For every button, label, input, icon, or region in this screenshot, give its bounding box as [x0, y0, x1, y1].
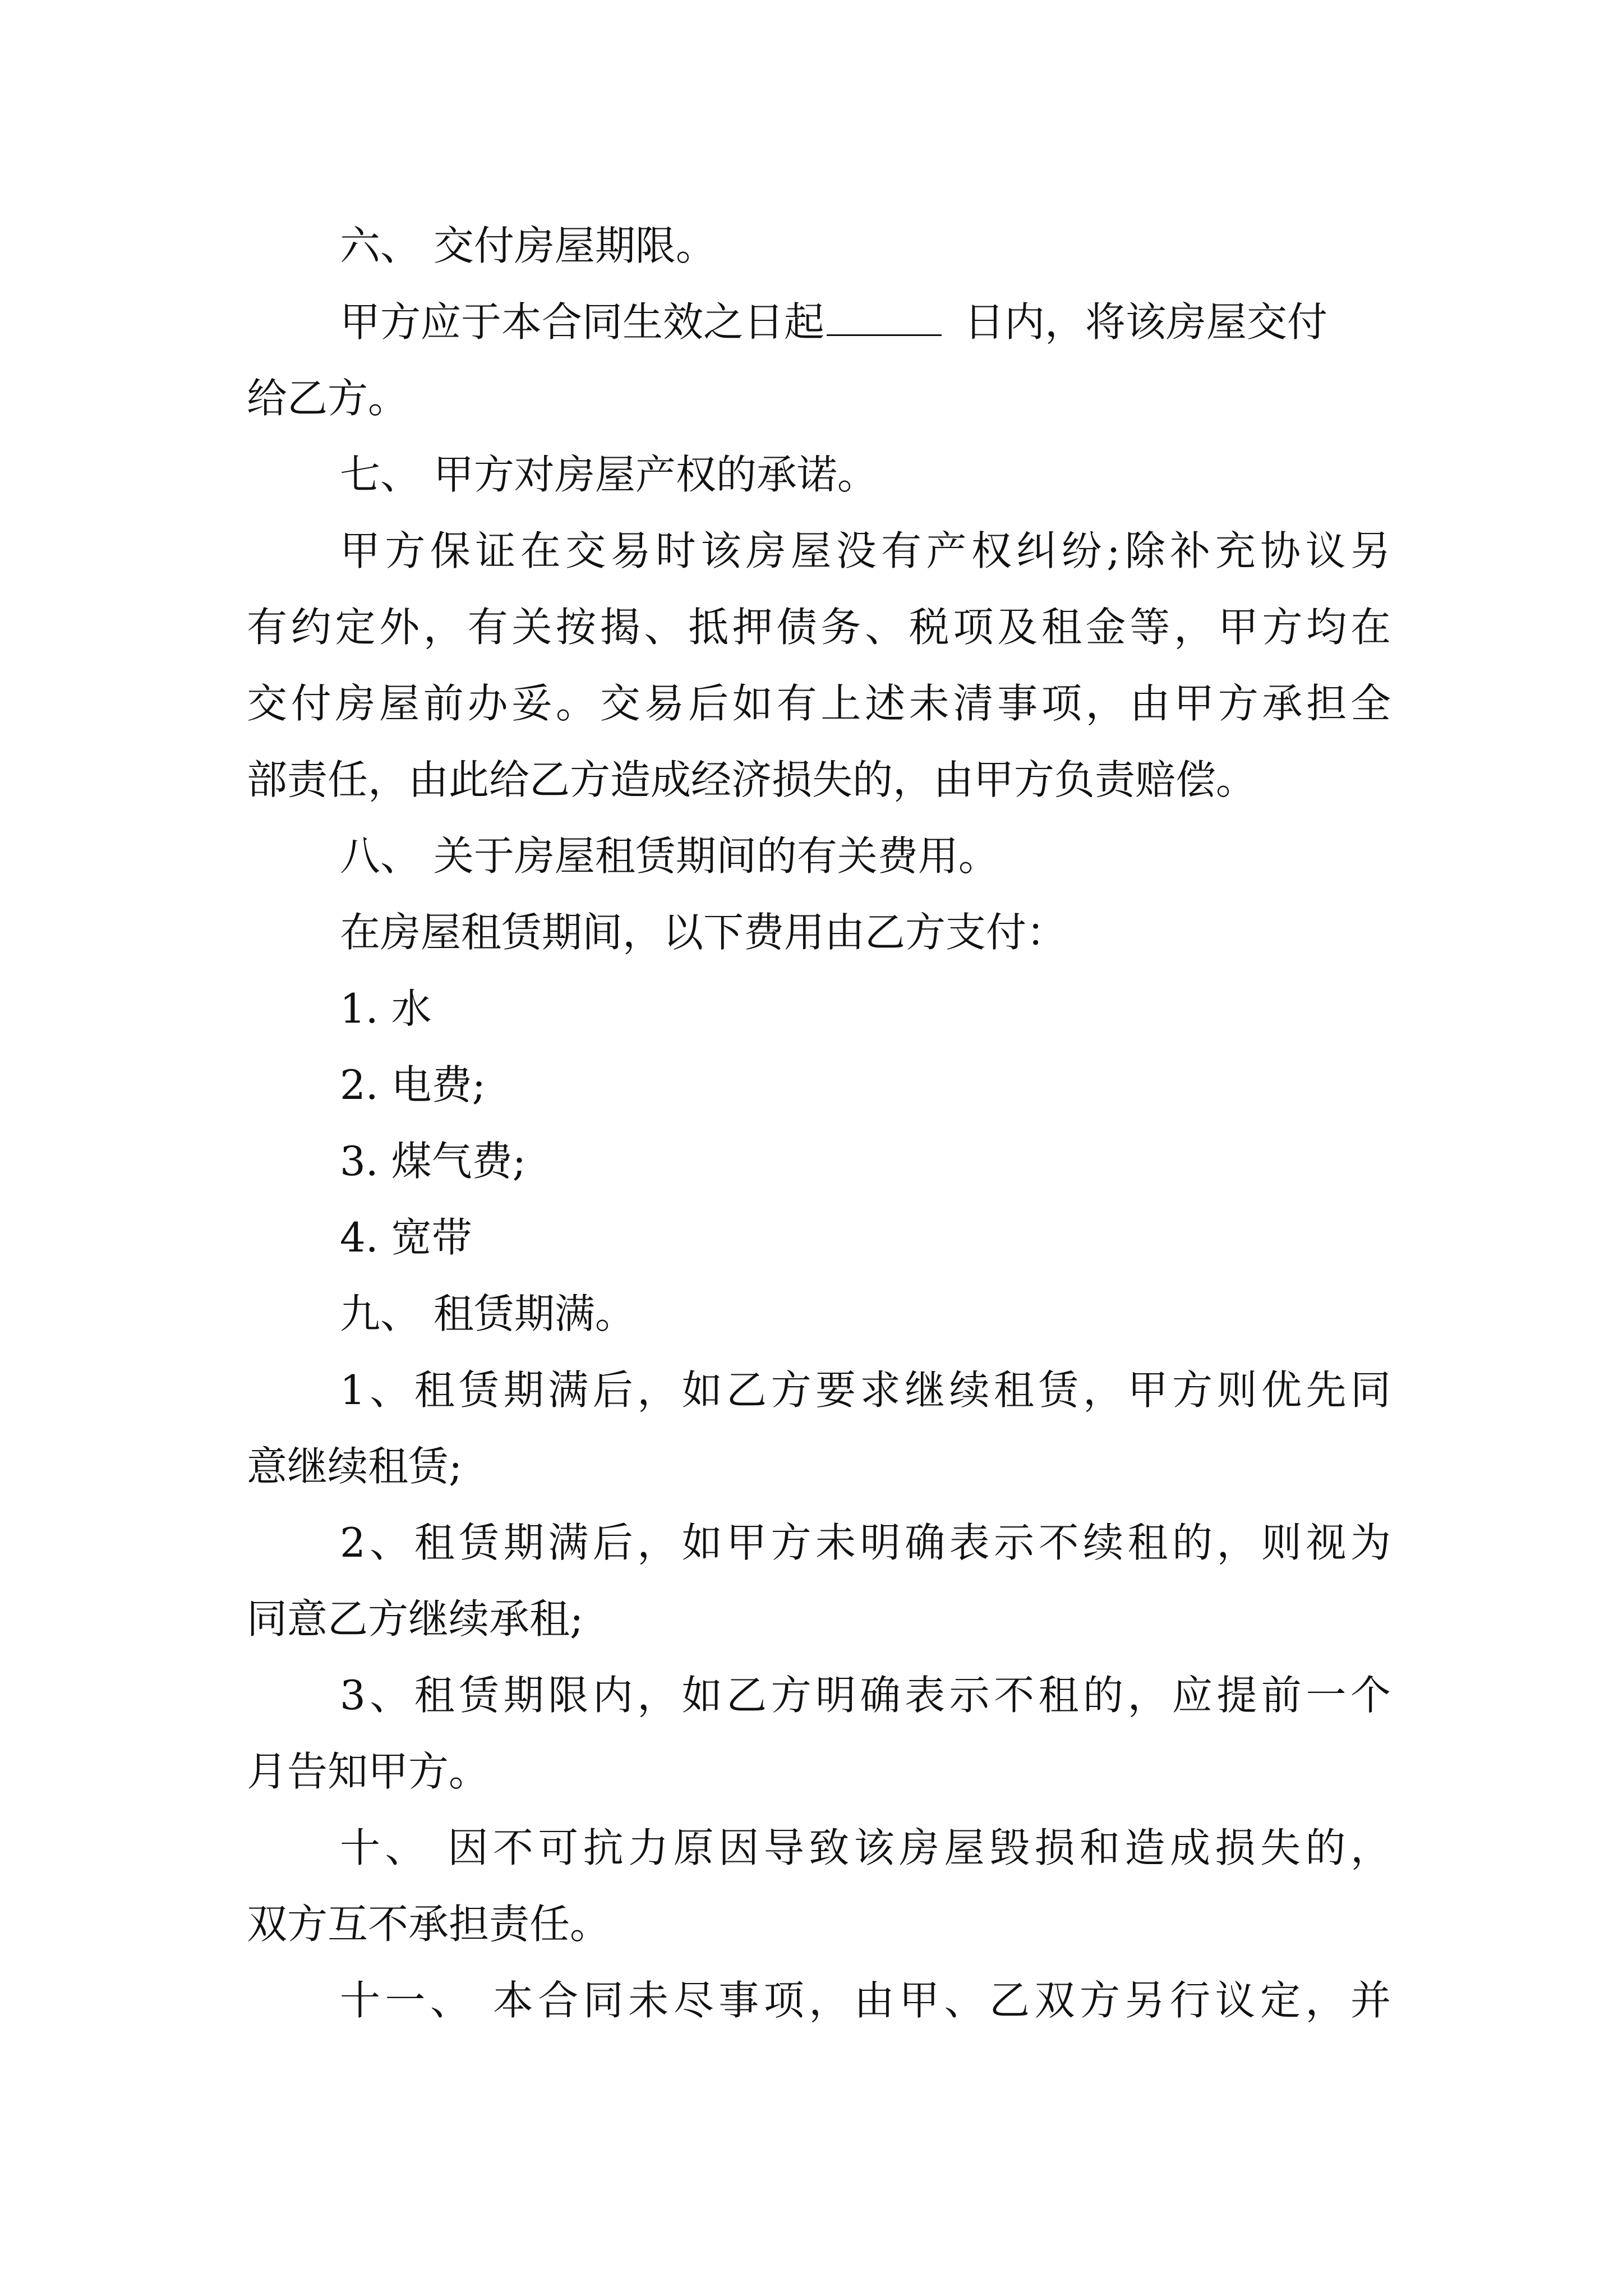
- heading-text: 十、 因不可抗力原因导致该房屋毁损和造成损失的，: [340, 1824, 1391, 1871]
- paragraph-text: 甲方应于本合同生效之日起: [340, 298, 825, 346]
- section-heading-6: [247, 208, 1391, 284]
- paragraph-line: [247, 742, 1391, 818]
- paragraph-text: 意继续租赁;: [247, 1443, 463, 1490]
- paragraph-line: [247, 1352, 1391, 1428]
- list-item: [247, 1199, 1391, 1276]
- paragraph-line: [247, 284, 1391, 360]
- heading-text: 七、 甲方对房屋产权的承诺。: [340, 451, 878, 498]
- paragraph-line: [247, 513, 1391, 589]
- list-item-text: 4. 宽带: [340, 1214, 472, 1261]
- paragraph-text: 双方互不承担责任。: [247, 1901, 611, 1948]
- fill-in-blank: [827, 295, 942, 336]
- paragraph-line: [247, 1886, 1391, 1962]
- paragraph-line: [247, 1504, 1391, 1581]
- paragraph-text: 月告知甲方。: [247, 1748, 490, 1795]
- section-heading-9: [247, 1276, 1391, 1352]
- heading-text: 九、 租赁期满。: [340, 1290, 635, 1337]
- paragraph-text: 甲方保证在交易时该房屋没有产权纠纷;除补充协议另: [340, 527, 1391, 574]
- list-item-text: 3. 煤气费;: [340, 1138, 526, 1185]
- list-item: [247, 1047, 1391, 1123]
- paragraph-text: 日内，将该房屋交付: [964, 298, 1328, 346]
- section-heading-7: [247, 436, 1391, 513]
- section-heading-10: [247, 1810, 1391, 1886]
- paragraph-text: 同意乙方继续承租;: [247, 1595, 584, 1642]
- section-heading-11: [247, 1962, 1391, 2039]
- paragraph-text: 2、租赁期满后，如甲方未明确表示不续租的，则视为: [340, 1519, 1391, 1566]
- heading-text: 六、 交付房屋期限。: [340, 222, 716, 269]
- paragraph-line: [247, 1581, 1391, 1657]
- paragraph-text: 在房屋租赁期间，以下费用由乙方支付：: [340, 909, 1067, 956]
- paragraph-line: [247, 589, 1391, 665]
- list-item: [247, 1123, 1391, 1199]
- heading-text: 八、 关于房屋租赁期间的有关费用。: [340, 832, 999, 880]
- heading-text: 十一、 本合同未尽事项，由甲、乙双方另行议定，并: [340, 1977, 1391, 2024]
- paragraph-line: [247, 1733, 1391, 1810]
- paragraph-text: 给乙方。: [247, 375, 409, 422]
- paragraph-line: [247, 894, 1391, 970]
- paragraph-text: 3、租赁期限内，如乙方明确表示不租的，应提前一个: [340, 1672, 1391, 1719]
- paragraph-text: 部责任，由此给乙方造成经济损失的，由甲方负责赔偿。: [247, 756, 1257, 803]
- list-item-text: 1. 水: [340, 985, 432, 1032]
- paragraph-line: [247, 360, 1391, 436]
- list-item: [247, 970, 1391, 1047]
- list-item-text: 2. 电费;: [340, 1061, 486, 1108]
- paragraph-line: [247, 665, 1391, 742]
- paragraph-line: [247, 1657, 1391, 1733]
- paragraph-text: 有约定外，有关按揭、抵押债务、税项及租金等，甲方均在: [247, 604, 1391, 651]
- paragraph-text: 交付房屋前办妥。交易后如有上述未清事项，由甲方承担全: [247, 680, 1391, 727]
- section-heading-8: [247, 818, 1391, 894]
- document-body: [247, 208, 1391, 2039]
- paragraph-line: [247, 1428, 1391, 1504]
- paragraph-text: 1、租赁期满后，如乙方要求继续租赁，甲方则优先同: [340, 1366, 1391, 1414]
